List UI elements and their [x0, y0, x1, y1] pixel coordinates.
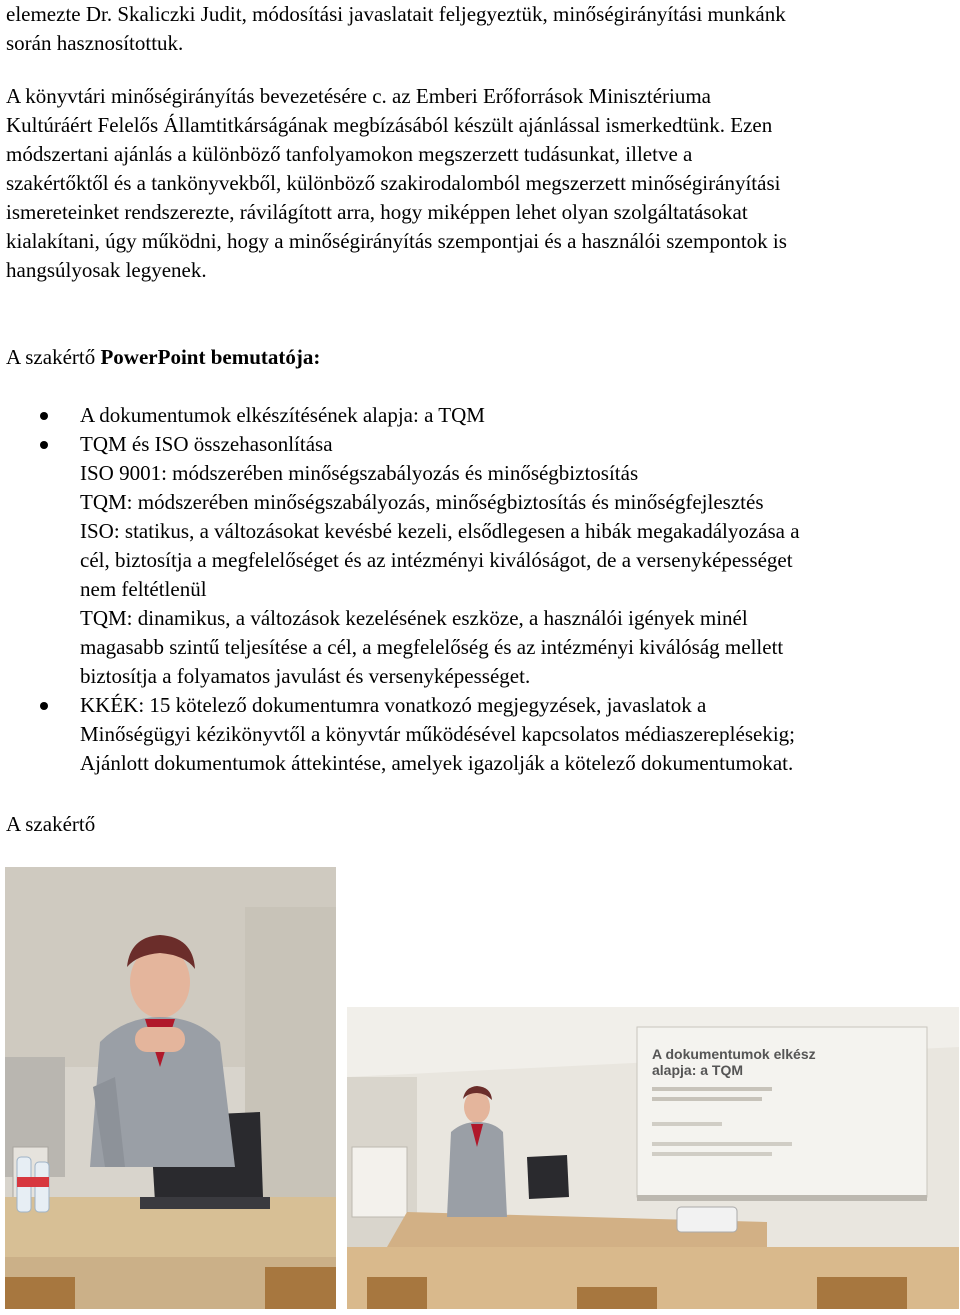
presenter-photo — [5, 867, 336, 1309]
bullet-icon — [40, 702, 48, 710]
paragraph-line: A könyvtári minőségirányítás bevezetésére c. az Emberi Erőforrások Minisztériuma — [6, 84, 711, 108]
photo-caption: A szakértő — [6, 812, 96, 836]
paragraph-line: ismereteinket rendszerezte, rávilágított arra, hogy miképpen lehet olyan szolgáltatásokat — [6, 200, 748, 224]
paragraph-line: hangsúlyosak legyenek. — [6, 258, 207, 282]
classroom-photo — [347, 1007, 959, 1309]
intro-paragraph — [6, 0, 956, 58]
slide-subtitle: alapja: a TQM — [652, 1062, 744, 1078]
list-item-line: TQM: módszerében minőségszabályozás, minőségbiztosítás és minőségfejlesztés — [80, 490, 764, 514]
bullet-icon — [40, 412, 48, 420]
list-item-line: magasabb szintű teljesítése a cél, a megfelelőség és az intézményi kiválóság mellett — [80, 635, 784, 659]
list-item-line: nem feltétlenül — [80, 577, 207, 601]
paragraph-line: szakértőktől és a tankönyvekből, különböző szakirodalomból megszerzett minőségirányítási — [6, 171, 781, 195]
heading-prefix: A szakértő — [6, 345, 101, 369]
list-item-line: TQM: dinamikus, a változások kezelésének eszköze, a használói igények minél — [80, 606, 748, 630]
list-item-line: Minőségügyi kézikönyvtől a könyvtár működésével kapcsolatos médiaszereplésekig; — [80, 722, 795, 746]
list-item-line: KKÉK: 15 kötelező dokumentumra vonatkozó megjegyzések, javaslatok a — [80, 693, 707, 717]
list-item-line: biztosítja a folyamatos javulást és versenyképességet. — [80, 664, 531, 688]
list-item-line: A dokumentumok elkészítésének alapja: a TQM — [80, 403, 485, 427]
list-item-line: ISO: statikus, a változásokat kevésbé kezeli, elsődlegesen a hibák megakadályozása a — [80, 519, 800, 543]
paragraph-line: módszertani ajánlás a különböző tanfolyamokon megszerzett tudásunkat, illetve a — [6, 142, 693, 166]
bullet-list — [0, 401, 960, 778]
list-item-line: ISO 9001: módszerében minőségszabályozás és minőségbiztosítás — [80, 461, 639, 485]
list-item-line: Ajánlott dokumentumok áttekintése, amelyek igazolják a kötelező dokumentumokat. — [80, 751, 794, 775]
intro-line: elemezte Dr. Skaliczki Judit, módosítási javaslatait feljegyeztük, minőségirányítási munkánk — [6, 2, 786, 26]
recommendation-paragraph — [6, 82, 956, 285]
slide-title: A dokumentumok elkész — [652, 1046, 816, 1062]
list-item — [0, 430, 960, 691]
list-item-line: cél, biztosítja a megfelelőséget és az intézményi kiválóságot, de a versenyképességet — [80, 548, 793, 572]
bullet-icon — [40, 441, 48, 449]
list-item — [0, 691, 960, 778]
section-heading — [6, 343, 320, 372]
paragraph-line: kialakítani, úgy működni, hogy a minőségirányítás szempontjai és a használói szempontok is — [6, 229, 787, 253]
heading-bold: PowerPoint bemutatója: — [100, 345, 321, 369]
list-item — [0, 401, 960, 430]
intro-line: során hasznosítottuk. — [6, 31, 184, 55]
list-item-line: TQM és ISO összehasonlítása — [80, 432, 333, 456]
paragraph-line: Kultúráért Felelős Államtitkárságának megbízásából készült ajánlással ismerkedtünk. Ezen — [6, 113, 773, 137]
